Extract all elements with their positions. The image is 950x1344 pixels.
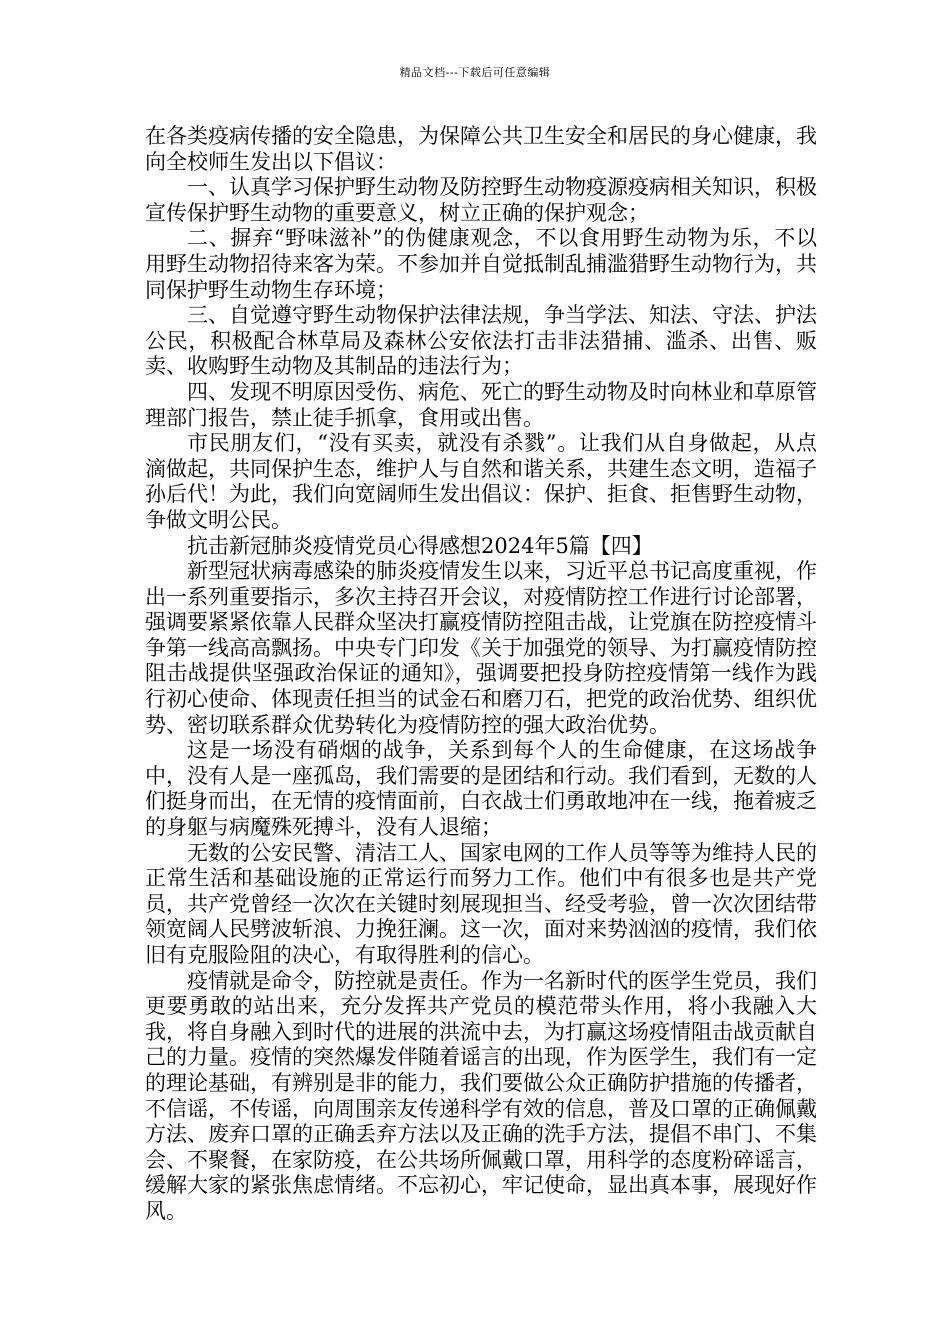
section-heading: 抗击新冠肺炎疫情党员心得感想2024年5篇【四】	[187, 533, 653, 558]
page-header: 精品文档---下载后可任意编辑	[399, 66, 551, 79]
paragraph-continuation: 在各类疫病传播的安全隐患，为保障公共卫生安全和居民的身心健康，我向全校师生发出以下倡议：	[145, 124, 817, 174]
paragraph-proposal-4: 四、发现不明原因受伤、病危、死亡的野生动物及时向林业和草原管理部门报告，禁止徒手抓拿，食用或出售。	[145, 379, 817, 430]
document-body	[145, 124, 817, 1225]
paragraph-body-3: 无数的公安民警、清洁工人、国家电网的工作人员等等为维持人民的正常生活和基础设施的正常运行而努力工作。他们中有很多也是共产党员，共产党曾经一次次在关键时刻展现担当、经受考验，曾一次次团结带领宽阔人民劈波斩浪、力挽狂澜。这一次，面对来势汹汹的疫情，我们依旧有克服险阻的决心，有取得胜利的信心。	[145, 840, 817, 967]
paragraph-body-4: 疫情就是命令，防控就是责任。作为一名新时代的医学生党员，我们更要勇敢的站出来，充分发挥共产党员的模范带头作用，将小我融入大我，将自身融入到时代的进展的洪流中去，为打赢这场疫情阻击战贡献自己的力量。疫情的突然爆发伴随着谣言的出现，作为医学生，我们有一定的理论基础，有辨别是非的能力，我们要做公众正确防护措施的传播者，不信谣，不传谣，向周围亲友传递科学有效的信息，普及口罩的正确佩戴方法、废弃口罩的正确丢弃方法以及正确的洗手方法，提倡不串门、不集会、不聚餐，在家防疫，在公共场所佩戴口罩，用科学的态度粉碎谣言，缓解大家的紧张焦虑情绪。不忘初心，牢记使命，显出真本事，展现好作风。	[145, 968, 817, 1223]
paragraph-proposal-1: 一、认真学习保护野生动物及防控野生动物疫源疫病相关知识，积极宣传保护野生动物的重要意义，树立正确的保护观念；	[145, 175, 817, 225]
paragraph-proposal-3: 三、自觉遵守野生动物保护法律法规，争当学法、知法、守法、护法公民，积极配合林草局及森林公安依法打击非法猎捕、滥杀、出售、贩卖、收购野生动物及其制品的违法行为；	[145, 303, 817, 379]
paragraph-body-2: 这是一场没有硝烟的战争，关系到每个人的生命健康，在这场战争中，没有人是一座孤岛，我们需要的是团结和行动。我们看到，无数的人们挺身而出，在无情的疫情面前，白衣战士们勇敢地冲在一线，拖着疲乏的身躯与病魔殊死搏斗，没有人退缩；	[145, 738, 817, 840]
paragraph-body-1: 新型冠状病毒感染的肺炎疫情发生以来，习近平总书记高度重视，作出一系列重要指示，多次主持召开会议，对疫情防控工作进行讨论部署，强调要紧紧依靠人民群众坚决打赢疫情防控阻击战，让党旗在防控疫情斗争第一线高高飘扬。中央专门印发《关于加强党的领导、为打赢疫情防控阻击战提供坚强政治保证的通知》，强调要把投身防控疫情第一线作为践行初心使命、体现责任担当的试金石和磨刀石，把党的政治优势、组织优势、密切联系群众优势转化为疫情防控的强大政治优势。	[145, 559, 817, 737]
paragraph-appeal: 市民朋友们，“没有买卖，就没有杀戮”。让我们从自身做起，从点滴做起，共同保护生态，维护人与自然和谐关系，共建生态文明，造福子孙后代！为此，我们向宽阔师生发出倡议：保护、拒食、拒售野生动物，争做文明公民。	[145, 431, 817, 532]
paragraph-proposal-2: 二、摒弃“野味滋补”的伪健康观念，不以食用野生动物为乐，不以用野生动物招待来客为荣。不参加并自觉抵制乱捕滥猎野生动物行为，共同保护野生动物生存环境；	[145, 226, 817, 302]
